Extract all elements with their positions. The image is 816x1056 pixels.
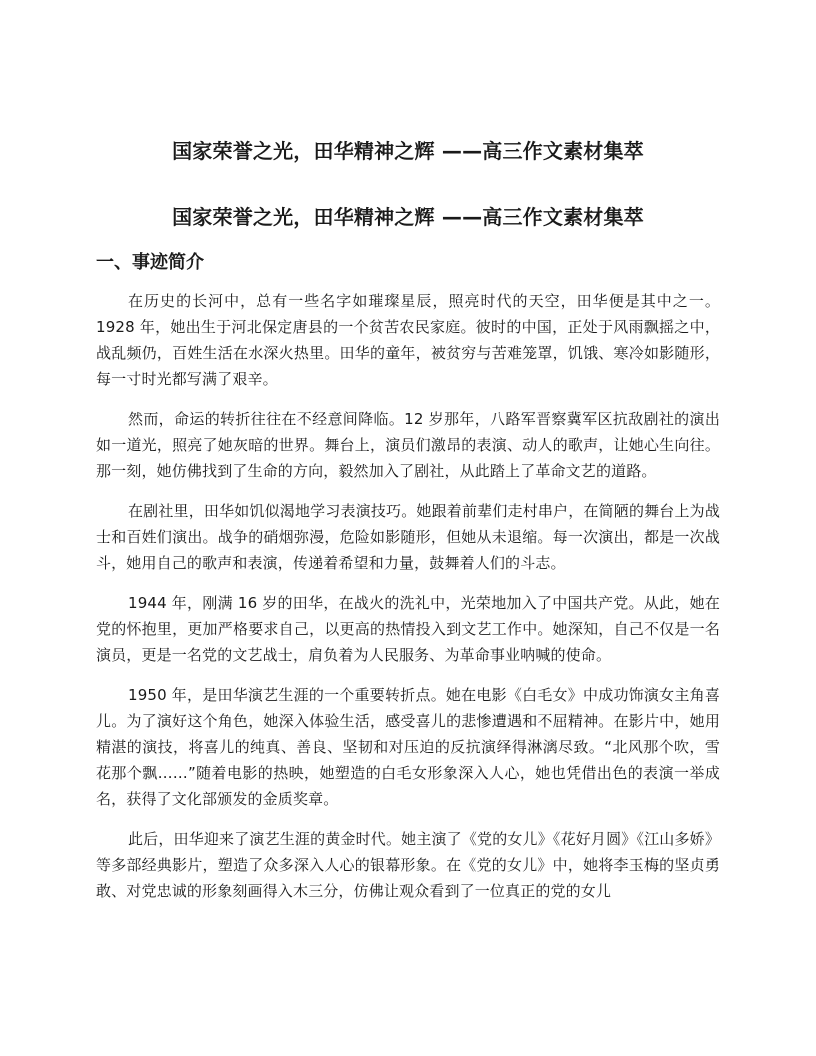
paragraph: 此后，田华迎来了演艺生涯的黄金时代。她主演了《党的女儿》《花好月圆》《江山多娇》等多部经典影片，塑造了众多深入人心的银幕形象。在《党的女儿》中，她将李玉梅的坚贞勇敢、对党忠诚的形象刻画得入木三分，仿佛让观众看到了一位真正的党的女儿 (96, 830, 720, 900)
document-title: 国家荣誉之光，田华精神之辉 ——高三作文素材集萃 (172, 139, 644, 163)
document-title-repeat: 国家荣誉之光，田华精神之辉 ——高三作文素材集萃 (172, 205, 644, 229)
paragraph: 1950 年，是田华演艺生涯的一个重要转折点。她在电影《白毛女》中成功饰演女主角喜儿。为了演好这个角色，她深入体验生活，感受喜儿的悲惨遭遇和不屈精神。在影片中，她用精湛的演技，将喜儿的纯真、善良、坚韧和对压迫的反抗演绎得淋漓尽致。“北风那个吹，雪花那个飘……”随着电影的热映，她塑造的白毛女形象深入人心，她也凭借出色的表演一举成名，获得了文化部颁发的金质奖章。 (96, 686, 720, 808)
paragraph: 在历史的长河中，总有一些名字如璀璨星辰，照亮时代的天空，田华便是其中之一。1928 年，她出生于河北保定唐县的一个贫苦农民家庭。彼时的中国，正处于风雨飘摇之中，战乱频仍，百姓生活在水深火热里。田华的童年，被贫穷与苦难笼罩，饥饿、寒冷如影随形，每一寸时光都写满了艰辛。 (96, 292, 720, 388)
paragraph: 然而，命运的转折往往在不经意间降临。12 岁那年，八路军晋察冀军区抗敌剧社的演出如一道光，照亮了她灰暗的世界。舞台上，演员们激昂的表演、动人的歌声，让她心生向往。那一刻，她仿佛找到了生命的方向，毅然加入了剧社，从此踏上了革命文艺的道路。 (96, 410, 720, 480)
section-heading: 一、事迹简介 (96, 252, 204, 273)
paragraph: 1944 年，刚满 16 岁的田华，在战火的洗礼中，光荣地加入了中国共产党。从此，她在党的怀抱里，更加严格要求自己，以更高的热情投入到文艺工作中。她深知，自己不仅是一名演员，更是一名党的文艺战士，肩负着为人民服务、为革命事业呐喊的使命。 (96, 594, 720, 664)
paragraph: 在剧社里，田华如饥似渴地学习表演技巧。她跟着前辈们走村串户，在简陋的舞台上为战士和百姓们演出。战争的硝烟弥漫，危险如影随形，但她从未退缩。每一次演出，都是一次战斗，她用自己的歌声和表演，传递着希望和力量，鼓舞着人们的斗志。 (96, 502, 720, 572)
